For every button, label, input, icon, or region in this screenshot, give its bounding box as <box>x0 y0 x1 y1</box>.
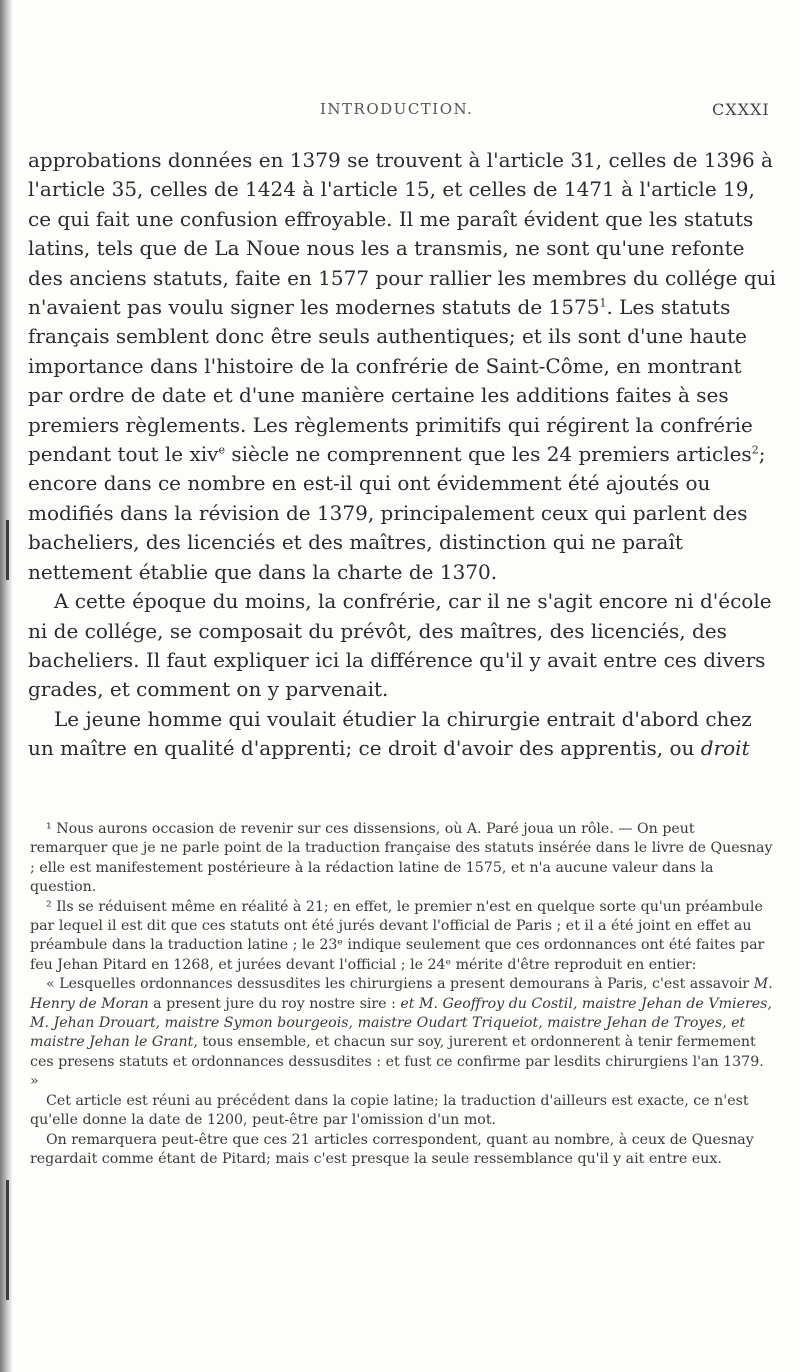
scan-artifact <box>6 520 9 580</box>
page-number: CXXXI <box>712 100 770 119</box>
paragraph: A cette époque du moins, la confrérie, car il ne s'agit encore ni d'école ni de collége, se composait du prévôt, des maîtres, des licenciés, des bacheliers. Il faut expliquer ici la différence qu'il y avait entre ces divers grades, et comment on y parvenait. <box>28 589 772 702</box>
footnote-continuation: Cet article est réuni au précédent dans la copie latine; la traduction d'ailleurs est exacte, ce n'est qu'elle donne la date de 1200, peut-être par l'omission d'un mot. <box>30 1092 749 1129</box>
page-header <box>0 100 800 130</box>
footnote-continuation: On remarquera peut-être que ces 21 articles correspondent, quant au nombre, à ceux de Quesnay regardait comme étant de Pitard; mais c'est presque la seule ressemblance qu'il y ait entre eux. <box>30 1131 754 1167</box>
footnotes <box>30 820 776 1169</box>
scan-artifact <box>6 1180 9 1300</box>
running-head: INTRODUCTION. <box>320 100 474 118</box>
footnote-ref: 1 <box>599 296 607 310</box>
century-superscript: e <box>218 443 225 457</box>
paragraph: Le jeune homme qui voulait étudier la chirurgie entrait d'abord chez un maître en qualité d'apprenti; ce droit d'avoir des apprentis, ou droit <box>28 706 752 761</box>
paragraph: approbations données en 1379 se trouvent à l'article 31, celles de 1396 à l'article 35, celles de 1424 à l'article 15, et celles de 1471 à l'article 19, ce qui fait une confusion effroyable. Il me paraît évident que les statuts latins, tels que de La Noue nous les a transmis, ne sont qu'une refonte des anciens statuts, faite en 1577 pour rallier les membres du collége qui n'avaient pas voulu signer les modernes statuts de 1575$^1$. Les statuts français semblent donc être seuls authentiques; et ils sont d'une haute importance dans l'histoire de la confrérie de Saint-Côme, en montrant par ordre de date et d'une manière certaine les additions faites à ses premiers règlements. Les règlements primitifs qui régirent la confrérie pendant tout le xiv$^e$ siècle ne comprennent que les 24 premiers articles$^2$; encore dans ce nombre en est-il qui ont évidemment été ajoutés ou modifiés dans la révision de 1379, principalement ceux qui parlent des bacheliers, des licenciés et des maîtres, distinction qui ne paraît nettement établie que dans la charte de 1370. <box>28 148 776 584</box>
main-text <box>28 146 776 764</box>
binding-edge <box>0 0 12 1372</box>
footnote-quote: « Lesquelles ordonnances dessusdites les chirurgiens a present demourans à Paris, c'est assavoir M. Henry de Moran a present jure du roy nostre sire : et M. Geoffroy du Costil, maistre Jehan de Vmieres, M. Jehan Drouart, maistre Symon bourgeois, maistre Oudart Triqueiot, maistre Jehan de Troyes, et maistre Jehan le Grant, tous ensemble, et chacun sur soy, jurerent et ordonnerent à tenir fermement ces presens statuts et ordonnances dessusdites : et fust ce confirme par lesdits chirurgiens l'an 1379. » <box>30 976 773 1090</box>
footnote-ref: 2 <box>751 443 759 457</box>
footnote-2: ² Ils se réduisent même en réalité à 21; en effet, le premier n'est en quelque sorte qu'un préambule par lequel il est dit que ces statuts ont été jurés devant l'official de Paris ; et il a été joint en effet au préambule dans la traduction latine ; le 23ᵉ indique seulement que ces ordonnances ont été faites par feu Jehan Pitard en 1268, et jurées devant l'official ; le 24ᵉ mérite d'être reproduit en entier: <box>30 898 765 973</box>
footnote-1: ¹ Nous aurons occasion de revenir sur ces dissensions, où A. Paré joua un rôle. — On peut remarquer que je ne parle point de la traduction française des statuts insérée dans le livre de Quesnay ; elle est manifestement postérieure à la rédaction latine de 1575, et n'a aucune valeur dans la question. <box>30 821 773 896</box>
